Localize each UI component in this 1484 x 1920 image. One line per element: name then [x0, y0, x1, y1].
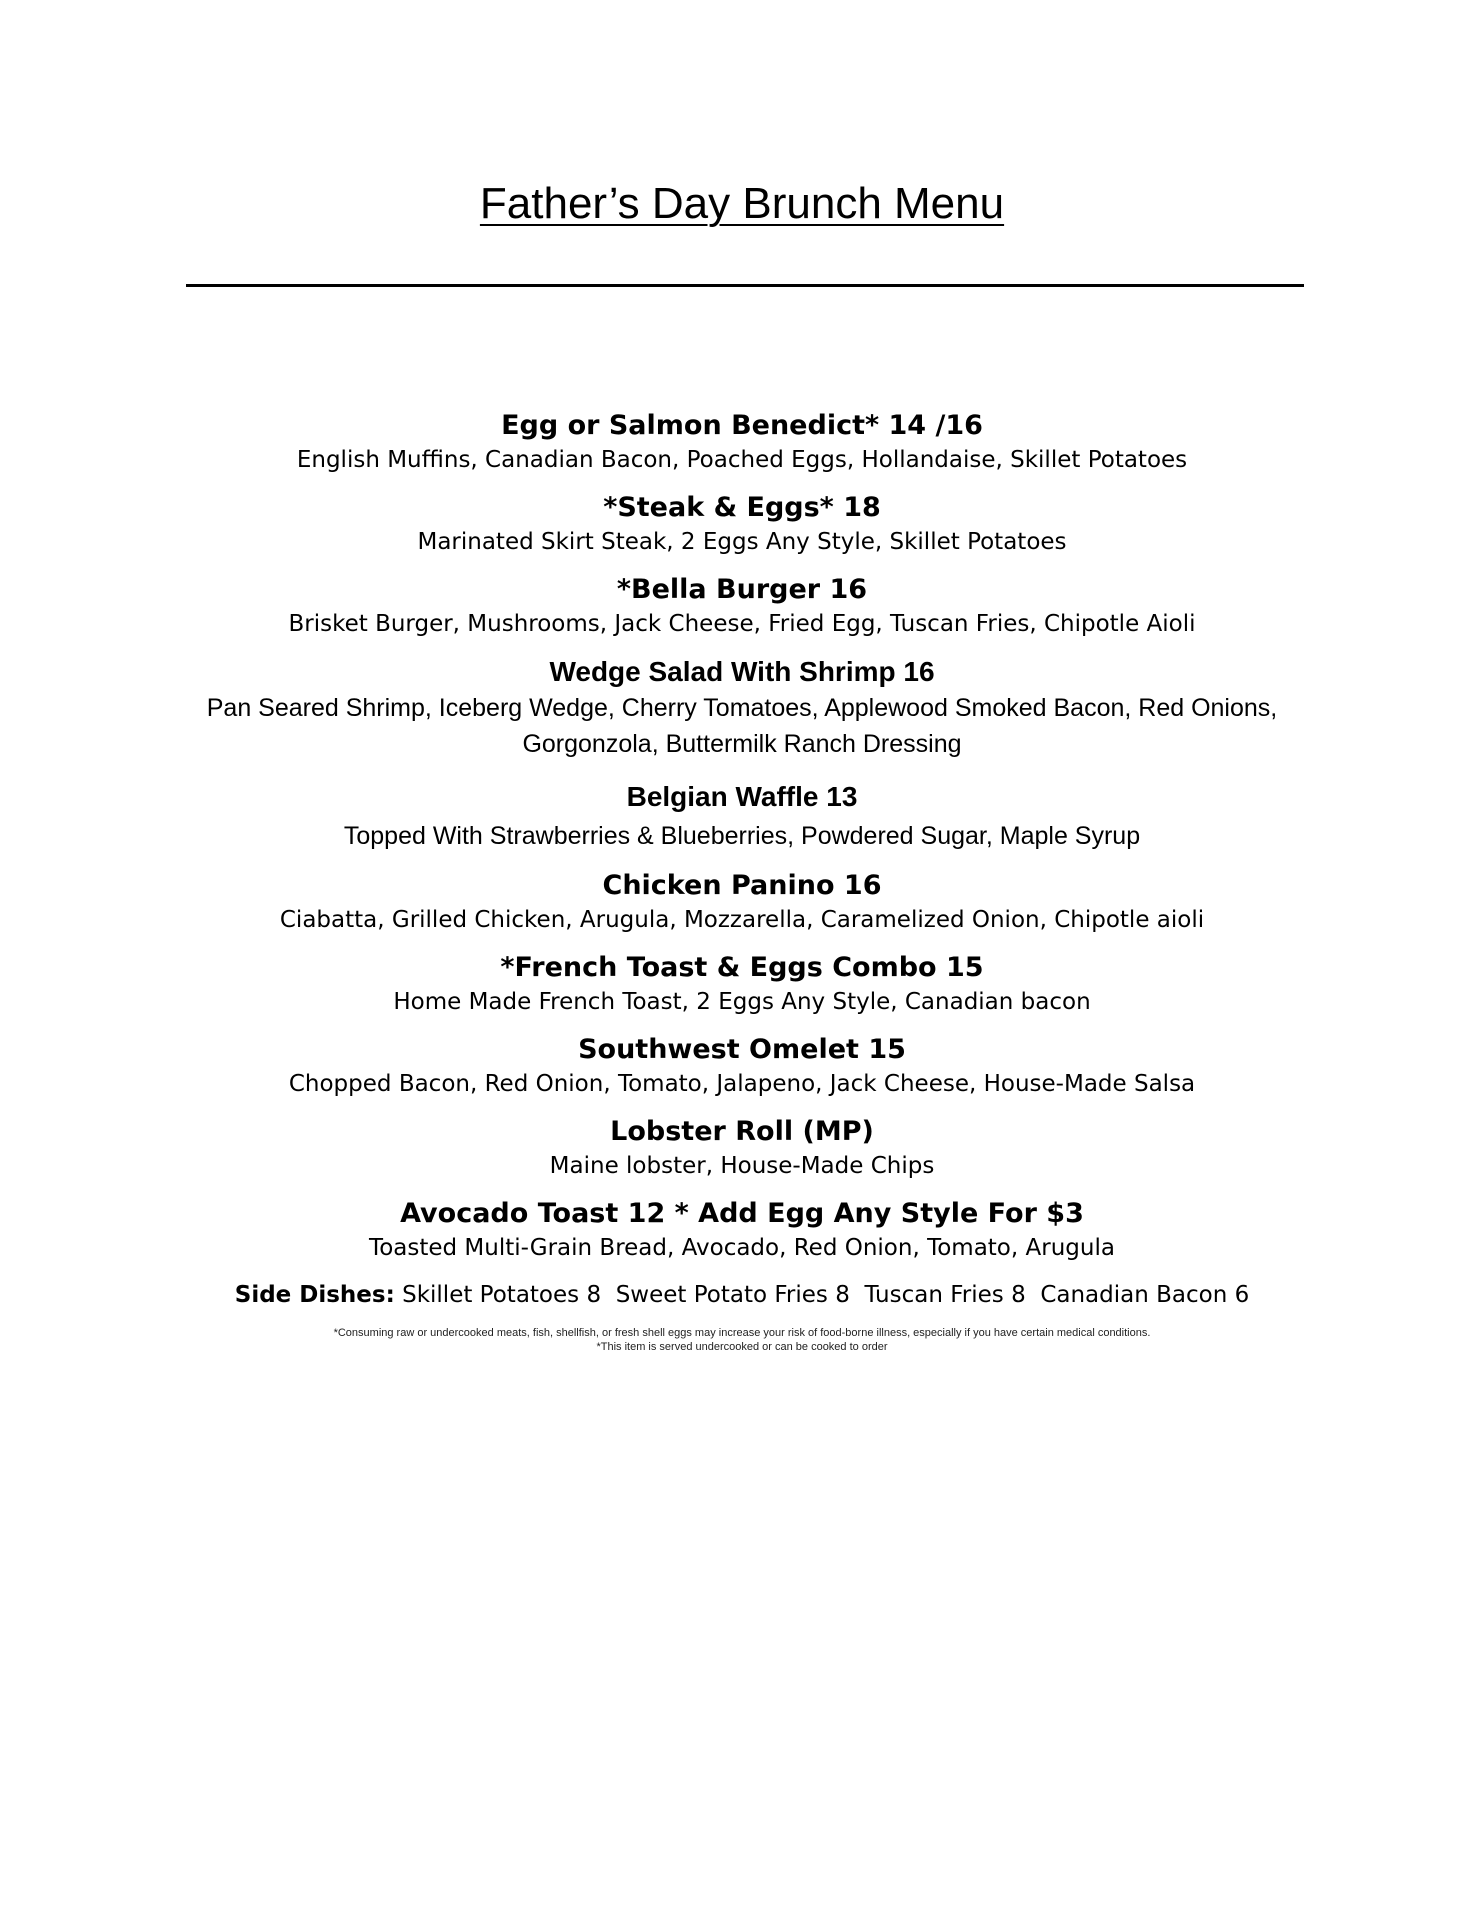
- menu-item: [0, 408, 1484, 476]
- item-description: Maine lobster, House-Made Chips: [549, 1153, 935, 1179]
- item-name: Belgian Waffle 13: [626, 781, 858, 812]
- item-name: Egg or Salmon Benedict* 14 /16: [501, 410, 983, 441]
- menu-item: [0, 654, 1484, 762]
- item-description: English Muffins, Canadian Bacon, Poached Eggs, Hollandaise, Skillet Potatoes: [296, 447, 1188, 473]
- menu-item: [0, 1114, 1484, 1182]
- menu-item: [0, 1196, 1484, 1264]
- item-name: Wedge Salad With Shrimp 16: [549, 656, 935, 687]
- item-name: Southwest Omelet 15: [578, 1034, 906, 1065]
- item-name: *Steak & Eggs* 18: [603, 492, 881, 523]
- menu-item: [0, 490, 1484, 558]
- item-name: Chicken Panino 16: [602, 870, 882, 901]
- item-description: Pan Seared Shrimp, Iceberg Wedge, Cherry Tomatoes, Applewood Smoked Bacon, Red Onions,: [206, 694, 1278, 722]
- item-name: Lobster Roll (MP): [610, 1116, 874, 1147]
- side-dishes-label: Side Dishes:: [234, 1282, 395, 1308]
- item-description: Brisket Burger, Mushrooms, Jack Cheese, Fried Egg, Tuscan Fries, Chipotle Aioli: [288, 611, 1196, 637]
- menu-item: [0, 868, 1484, 936]
- menu-item: [0, 572, 1484, 640]
- disclaimer-line-2: *This item is served undercooked or can be cooked to order: [596, 1341, 888, 1353]
- side-dishes: [0, 1278, 1484, 1312]
- disclaimer: [0, 1326, 1484, 1354]
- item-description: Toasted Multi-Grain Bread, Avocado, Red Onion, Tomato, Arugula: [369, 1235, 1115, 1261]
- item-description: Marinated Skirt Steak, 2 Eggs Any Style, Skillet Potatoes: [417, 529, 1067, 555]
- item-name: *Bella Burger 16: [616, 574, 868, 605]
- item-description: Home Made French Toast, 2 Eggs Any Style, Canadian bacon: [393, 989, 1091, 1015]
- disclaimer-line-1: *Consuming raw or undercooked meats, fish, shellfish, or fresh shell eggs may increase your risk of food-borne illness, especially if you have certain medical conditions.: [333, 1327, 1151, 1339]
- item-name: *French Toast & Eggs Combo 15: [500, 952, 984, 983]
- menu-item: [0, 776, 1484, 854]
- title-divider: [186, 284, 1304, 287]
- menu-items: [0, 408, 1484, 1354]
- item-description: Chopped Bacon, Red Onion, Tomato, Jalapeno, Jack Cheese, House-Made Salsa: [288, 1071, 1196, 1097]
- menu-title-text: Father’s Day Brunch Menu: [479, 179, 1005, 228]
- item-description: Ciabatta, Grilled Chicken, Arugula, Mozzarella, Caramelized Onion, Chipotle aioli: [279, 907, 1205, 933]
- item-description-line-2: Gorgonzola, Buttermilk Ranch Dressing: [522, 730, 962, 758]
- side-dishes-list: Skillet Potatoes 8 Sweet Potato Fries 8 Tuscan Fries 8 Canadian Bacon 6: [394, 1282, 1250, 1308]
- item-name: Avocado Toast 12 * Add Egg Any Style For $3: [400, 1198, 1084, 1229]
- menu-item: [0, 950, 1484, 1018]
- item-description: Topped With Strawberries & Blueberries, Powdered Sugar, Maple Syrup: [343, 822, 1141, 850]
- menu-item: [0, 1032, 1484, 1100]
- menu-title: [0, 176, 1484, 232]
